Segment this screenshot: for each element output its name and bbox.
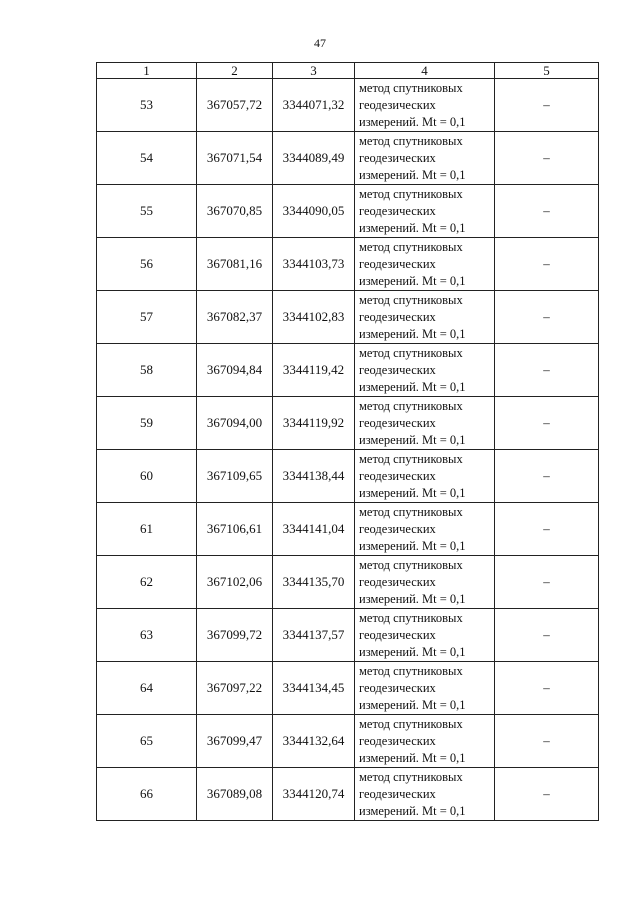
method-cell: метод спутниковых геодезических измерений. Mt = 0,1 [355, 609, 495, 662]
table-row [97, 768, 599, 821]
coordinate-x-cell: 367094,84 [197, 344, 273, 397]
coordinate-y-cell: 3344132,64 [273, 715, 355, 768]
point-number-cell: 54 [97, 132, 197, 185]
coordinate-y-cell: 3344135,70 [273, 556, 355, 609]
point-number-cell: 57 [97, 291, 197, 344]
method-cell: метод спутниковых геодезических измерений. Mt = 0,1 [355, 662, 495, 715]
coordinate-x-cell: 367099,47 [197, 715, 273, 768]
table-row [97, 609, 599, 662]
table-row [97, 503, 599, 556]
table-row [97, 132, 599, 185]
method-cell: метод спутниковых геодезических измерений. Mt = 0,1 [355, 715, 495, 768]
note-cell: – [495, 79, 599, 132]
point-number-cell: 59 [97, 397, 197, 450]
coordinate-x-cell: 367070,85 [197, 185, 273, 238]
table-row [97, 715, 599, 768]
note-cell: – [495, 768, 599, 821]
column-header: 3 [273, 63, 355, 79]
note-cell: – [495, 132, 599, 185]
point-number-cell: 64 [97, 662, 197, 715]
method-cell: метод спутниковых геодезических измерений. Mt = 0,1 [355, 397, 495, 450]
point-number-cell: 56 [97, 238, 197, 291]
point-number-cell: 58 [97, 344, 197, 397]
method-cell: метод спутниковых геодезических измерений. Mt = 0,1 [355, 450, 495, 503]
coordinate-y-cell: 3344071,32 [273, 79, 355, 132]
table-row [97, 397, 599, 450]
method-cell: метод спутниковых геодезических измерений. Mt = 0,1 [355, 768, 495, 821]
coordinate-x-cell: 367089,08 [197, 768, 273, 821]
note-cell: – [495, 344, 599, 397]
note-cell: – [495, 556, 599, 609]
note-cell: – [495, 238, 599, 291]
coordinate-y-cell: 3344103,73 [273, 238, 355, 291]
coordinate-x-cell: 367071,54 [197, 132, 273, 185]
column-header: 4 [355, 63, 495, 79]
coordinate-y-cell: 3344141,04 [273, 503, 355, 556]
coordinate-x-cell: 367057,72 [197, 79, 273, 132]
page-number: 47 [314, 36, 326, 50]
method-cell: метод спутниковых геодезических измерений. Mt = 0,1 [355, 132, 495, 185]
coordinate-y-cell: 3344119,92 [273, 397, 355, 450]
coordinate-x-cell: 367099,72 [197, 609, 273, 662]
table-row [97, 662, 599, 715]
point-number-cell: 66 [97, 768, 197, 821]
table-header-row [97, 63, 599, 79]
method-cell: метод спутниковых геодезических измерений. Mt = 0,1 [355, 291, 495, 344]
column-header: 2 [197, 63, 273, 79]
coordinate-x-cell: 367109,65 [197, 450, 273, 503]
note-cell: – [495, 715, 599, 768]
coordinate-x-cell: 367082,37 [197, 291, 273, 344]
table-row [97, 238, 599, 291]
method-cell: метод спутниковых геодезических измерений. Mt = 0,1 [355, 238, 495, 291]
column-header: 1 [97, 63, 197, 79]
coordinate-y-cell: 3344137,57 [273, 609, 355, 662]
table-row [97, 556, 599, 609]
coordinate-y-cell: 3344134,45 [273, 662, 355, 715]
point-number-cell: 62 [97, 556, 197, 609]
note-cell: – [495, 662, 599, 715]
coordinate-x-cell: 367102,06 [197, 556, 273, 609]
coordinate-x-cell: 367094,00 [197, 397, 273, 450]
point-number-cell: 60 [97, 450, 197, 503]
coordinate-x-cell: 367106,61 [197, 503, 273, 556]
point-number-cell: 61 [97, 503, 197, 556]
coordinate-y-cell: 3344119,42 [273, 344, 355, 397]
coordinate-x-cell: 367081,16 [197, 238, 273, 291]
note-cell: – [495, 450, 599, 503]
coordinate-y-cell: 3344102,83 [273, 291, 355, 344]
method-cell: метод спутниковых геодезических измерений. Mt = 0,1 [355, 503, 495, 556]
coordinate-y-cell: 3344120,74 [273, 768, 355, 821]
method-cell: метод спутниковых геодезических измерений. Mt = 0,1 [355, 185, 495, 238]
table-row [97, 185, 599, 238]
note-cell: – [495, 185, 599, 238]
table-row [97, 79, 599, 132]
point-number-cell: 63 [97, 609, 197, 662]
note-cell: – [495, 609, 599, 662]
coordinate-y-cell: 3344089,49 [273, 132, 355, 185]
table-body [97, 79, 599, 821]
point-number-cell: 65 [97, 715, 197, 768]
coordinate-x-cell: 367097,22 [197, 662, 273, 715]
note-cell: – [495, 291, 599, 344]
note-cell: – [495, 397, 599, 450]
note-cell: – [495, 503, 599, 556]
table-row [97, 450, 599, 503]
coordinates-table [96, 62, 599, 821]
method-cell: метод спутниковых геодезических измерений. Mt = 0,1 [355, 556, 495, 609]
table-row [97, 344, 599, 397]
point-number-cell: 53 [97, 79, 197, 132]
method-cell: метод спутниковых геодезических измерений. Mt = 0,1 [355, 344, 495, 397]
method-cell: метод спутниковых геодезических измерений. Mt = 0,1 [355, 79, 495, 132]
point-number-cell: 55 [97, 185, 197, 238]
coordinate-y-cell: 3344090,05 [273, 185, 355, 238]
column-header: 5 [495, 63, 599, 79]
table-row [97, 291, 599, 344]
coordinate-y-cell: 3344138,44 [273, 450, 355, 503]
